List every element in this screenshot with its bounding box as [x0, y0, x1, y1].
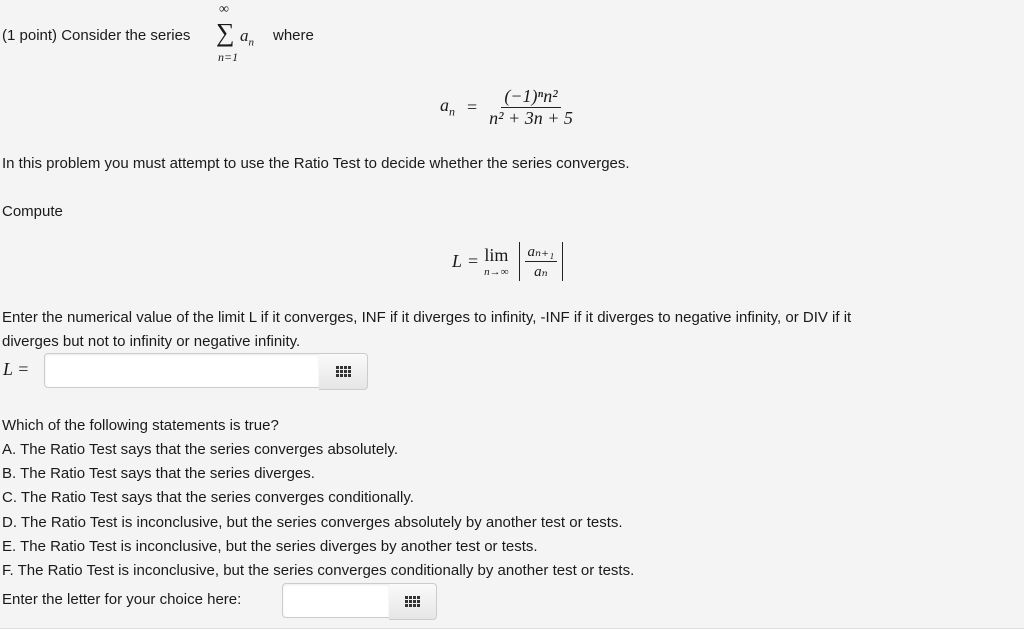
keypad-icon	[336, 366, 351, 377]
series-term: $a_n$	[240, 26, 254, 49]
choice-label: Enter the letter for your choice here:	[2, 591, 242, 608]
compute-label: Compute	[2, 203, 63, 220]
option-b: B. The Ratio Test says that the series diverges.	[2, 465, 315, 482]
choice-answer-input[interactable]	[282, 583, 390, 618]
question-text: Which of the following statements is true?	[2, 417, 279, 434]
formula-numerator: (−1)ⁿn²	[501, 86, 560, 108]
sum-symbol: ∑	[216, 18, 235, 47]
limit-answer-input[interactable]	[44, 353, 320, 388]
enter-text-line2: diverges but not to infinity or negative infinity.	[2, 333, 301, 350]
equation-editor-button[interactable]	[319, 353, 368, 390]
instruction-text: In this problem you must attempt to use the Ratio Test to decide whether the series converges.	[2, 155, 630, 172]
intro-suffix: where	[273, 27, 314, 44]
option-c: C. The Ratio Test says that the series converges conditionally.	[2, 489, 414, 506]
sum-lower: n=1	[218, 50, 239, 64]
equation-editor-button-2[interactable]	[389, 583, 437, 620]
formula-an: $a_n$ = $\frac{\text{(−1)ⁿn²}}{\text{n² + 3n + 5}}$	[440, 86, 573, 128]
option-e: E. The Ratio Test is inconclusive, but the series diverges by another test or tests.	[2, 538, 538, 555]
limit-formula: L = lim n→∞ $\frac{\text{aₙ₊₁}}{\text{aₙ}}$	[452, 242, 563, 281]
intro-prefix: (1 point) Consider the series	[2, 27, 191, 44]
keypad-icon	[405, 596, 420, 607]
page-bottom-edge	[0, 628, 1024, 642]
sum-upper: ∞	[219, 2, 229, 17]
formula-denominator: n² + 3n + 5	[489, 108, 573, 128]
enter-text-line1: Enter the numerical value of the limit L if it converges, INF if it diverges to infinity, -INF if it diverges to negative infinity, or DIV if it	[2, 309, 852, 326]
intro-text	[2, 27, 190, 44]
answer-l-label: L =	[3, 359, 30, 379]
option-a: A. The Ratio Test says that the series converges absolutely.	[2, 441, 399, 458]
option-f: F. The Ratio Test is inconclusive, but the series converges conditionally by another test or tests.	[2, 562, 635, 579]
option-d: D. The Ratio Test is inconclusive, but the series converges absolutely by another test or tests.	[2, 514, 623, 531]
